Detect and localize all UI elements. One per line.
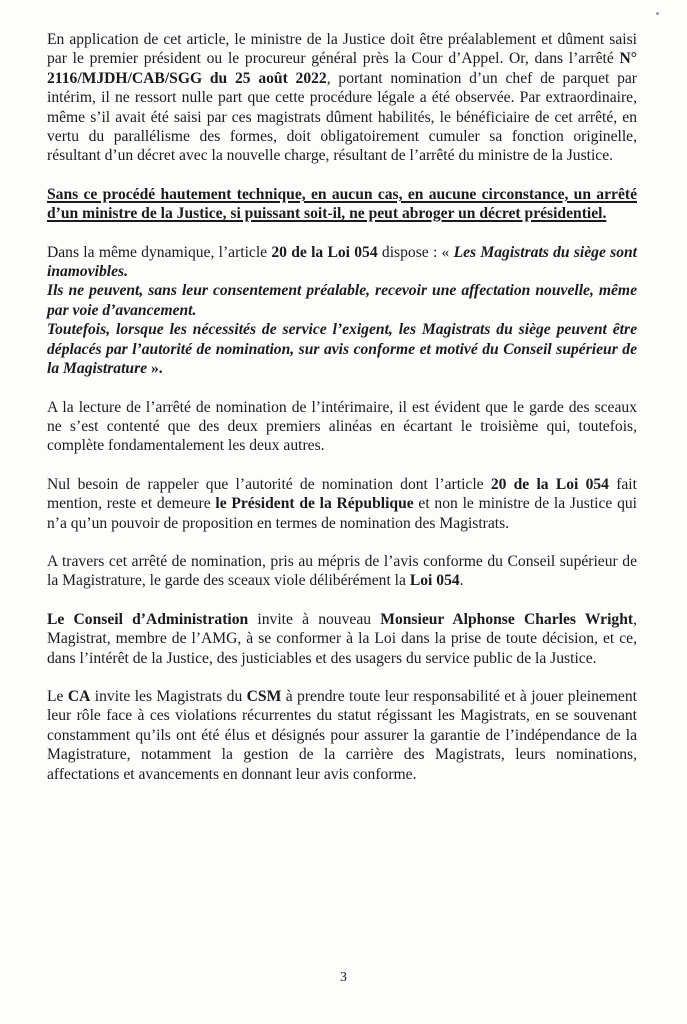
text-run: dispose : « xyxy=(377,243,454,261)
closing-quote: ». xyxy=(147,360,163,378)
decree-reference: N° 2116/MJDH/CAB/SGG du 25 août 2022 xyxy=(47,50,637,87)
paragraph-8 xyxy=(47,687,637,784)
document-body xyxy=(47,30,637,803)
text-run: invite à nouveau xyxy=(248,610,381,628)
csm-acronym: CSM xyxy=(246,687,282,705)
paragraph-5 xyxy=(47,475,637,533)
paragraph-7 xyxy=(47,610,637,668)
council-name: Le Conseil d’Administration xyxy=(47,610,249,628)
text-run: En application de cet article, le ministre de la Justice doit être préalablement et dûment saisi par le premier président ou le procureur général près la Cour d’Appel. Or, dans l’arrêté xyxy=(47,31,637,68)
quoted-law-line: Les Magistrats du siège sont inamovibles. xyxy=(47,243,637,281)
paragraph-3-quotation xyxy=(47,243,637,379)
paragraph-6 xyxy=(47,552,637,591)
text-run: Le xyxy=(47,687,68,705)
law-reference: Loi 054 xyxy=(409,572,460,590)
scan-speck xyxy=(656,12,659,15)
law-reference: 20 de la Loi 054 xyxy=(271,243,378,261)
text-run: , Magistrat, membre de l’AMG, à se conformer à la Loi dans la prise de toute décision, et ce, dans l’intérêt de la Justice, des justiciables et des usagers du service public de la Justice. xyxy=(47,610,637,667)
text-run: Sans ce procédé hautement technique, en aucun cas, en aucune circonstance, un arrêté d’un ministre de la Justice, si puissant soit-il, ne peut abroger un décret présidentiel. xyxy=(47,185,637,223)
ca-acronym: CA xyxy=(67,687,91,705)
text-run: . xyxy=(459,572,464,590)
text-run: A travers cet arrêté de nomination, pris au mépris de l’avis conforme du Conseil supérieur de la Magistrature, le garde des sceaux viole délibérément la xyxy=(47,552,637,590)
paragraph-2-emphasis xyxy=(47,185,637,224)
text-run: à prendre toute leur responsabilité et à jouer pleinement leur rôle face à ces violations récurrentes du statut régissant les Magistrats, en se souvenant constamment qu’ils ont été élus et désignés pour assurer la garantie de l’indépendance de la Magistrature, notamment la gestion de la carrière des Magistrats, leurs nominations, affectations et avancements en donnant leur avis conforme. xyxy=(47,687,637,783)
president-reference: le Président de la République xyxy=(215,495,414,513)
quoted-law-line: Toutefois, lorsque les nécessités de service l’exigent, les Magistrats du siège peuvent être déplacés par l’autorité de nomination, sur avis conforme et motivé du Conseil supérieur de la Magistrature xyxy=(47,321,637,378)
paragraph-4 xyxy=(47,398,637,456)
text-run: Nul besoin de rappeler que l’autorité de nomination dont l’article xyxy=(47,475,491,493)
text-run: et non le ministre de la Justice qui n’a qu’un pouvoir de proposition en termes de nomination des Magistrats. xyxy=(47,495,637,532)
text-run: fait mention, reste et demeure xyxy=(47,475,637,513)
person-name: Monsieur Alphonse Charles Wright xyxy=(380,610,634,628)
quoted-law-line: Ils ne peuvent, sans leur consentement préalable, recevoir une affectation nouvelle, même par voie d’avancement. xyxy=(47,282,637,319)
text-run: , portant nomination d’un chef de parquet par intérim, il ne ressort nulle part que cette procédure légale a été observée. Par extraordinaire, même s’il avait été saisi par ces magistrats dûment habilités, le bénéficiaire de cet arrêté, en vertu du parallélisme des formes, doit obligatoirement cumuler sa fonction originelle, résultant d’un décret avec la nouvelle charge, résultant de l’arrêté du ministre de la Justice. xyxy=(47,69,637,165)
text-run: Dans la même dynamique, l’article xyxy=(47,243,272,261)
text-run: invite les Magistrats du xyxy=(90,687,247,705)
law-reference: 20 de la Loi 054 xyxy=(490,475,609,493)
page-number: 3 xyxy=(340,970,347,985)
paragraph-1 xyxy=(47,30,637,166)
text-run: A la lecture de l’arrêté de nomination de l’intérimaire, il est évident que le garde des sceaux ne s’est contenté que des deux premiers alinéas en écartant le troisième qui, toutefois, complète fondamentalement les deux autres. xyxy=(47,398,637,455)
